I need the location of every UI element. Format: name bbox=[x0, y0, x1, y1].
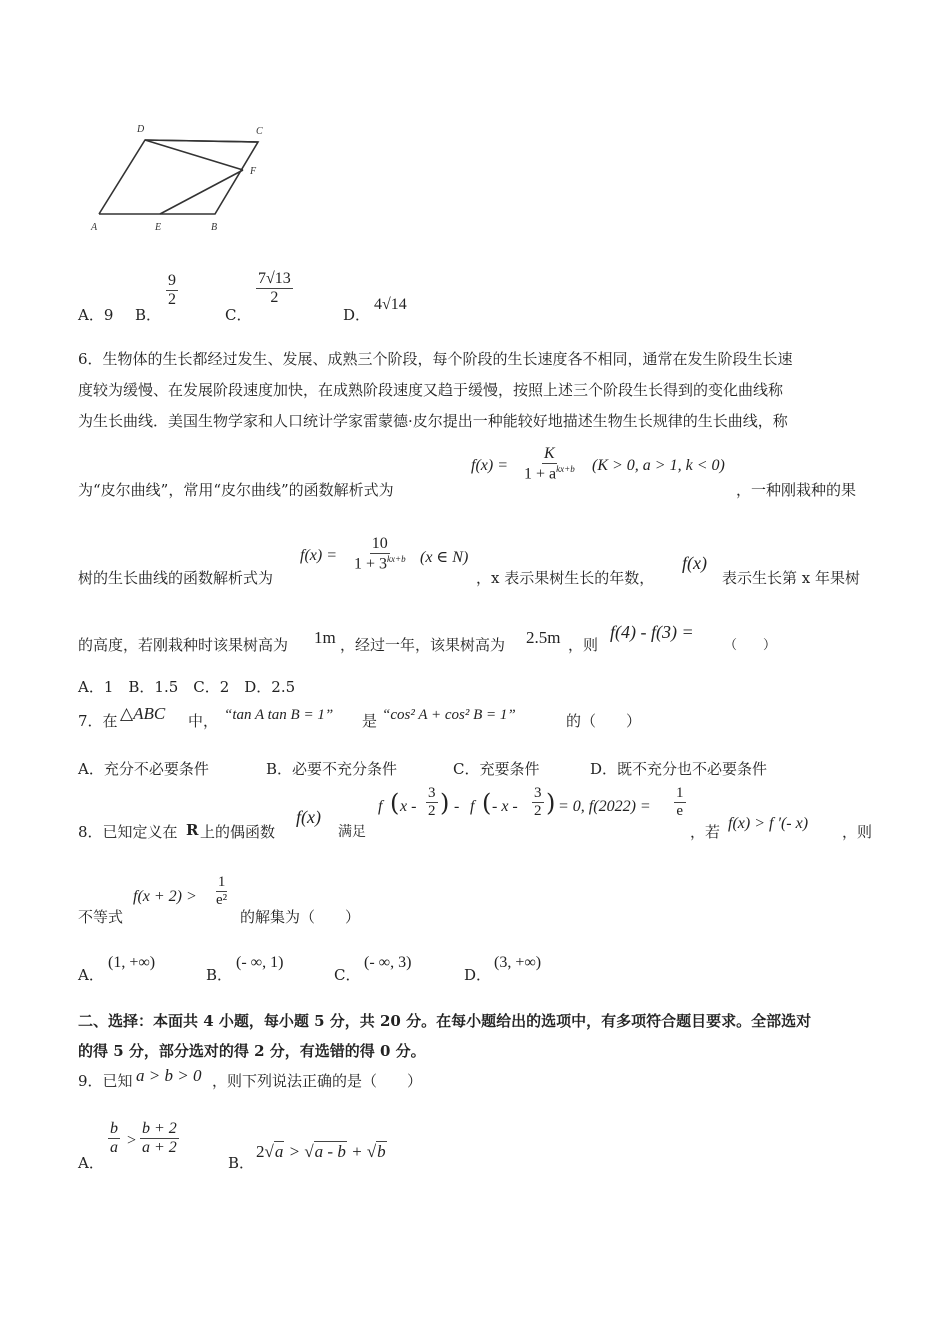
q9-option-a-frac2 bbox=[140, 1120, 179, 1158]
frac-den: e bbox=[676, 803, 684, 820]
frac-num: 9 bbox=[166, 272, 178, 291]
q8-option-b-label: B． bbox=[206, 966, 233, 984]
q6-line6-then: ，则 bbox=[568, 636, 599, 654]
q8-arg2: - x - bbox=[492, 798, 518, 815]
label-F: F bbox=[250, 166, 257, 177]
q6-line6 bbox=[78, 620, 878, 656]
q8-ineq2-lhs: f(x + 2) > bbox=[133, 888, 197, 905]
q8-line2-post: 的解集为（ ） bbox=[240, 908, 361, 926]
frac-num: b bbox=[108, 1120, 120, 1139]
q7-condition1: “tan A tan B = 1” bbox=[224, 707, 334, 723]
q7-option-b: B．必要不充分条件 bbox=[266, 760, 398, 778]
q8-paren-open-1: ( bbox=[390, 789, 400, 817]
q6-formula1-lhs: f(x) = bbox=[471, 457, 508, 474]
q5-option-a: A．9 bbox=[78, 306, 114, 324]
q7-option-d: D．既不充分也不必要条件 bbox=[590, 760, 768, 778]
label-A: A bbox=[91, 222, 98, 233]
q6-options: A．1 B．1.5 C．2 D．2.5 bbox=[78, 678, 296, 696]
q8-f-b: f bbox=[470, 798, 475, 815]
q8-option-a-label: A． bbox=[78, 966, 104, 984]
q8-stem-line2 bbox=[78, 872, 878, 924]
frac-num: 1 bbox=[674, 785, 686, 803]
q8-ze: ，则 bbox=[842, 823, 873, 841]
q5-option-c-label: C． bbox=[225, 306, 252, 324]
q6-formula1-fraction bbox=[522, 445, 577, 484]
q8-options bbox=[78, 950, 878, 986]
q7-pre: 7．在 bbox=[78, 712, 118, 730]
q8-fx: f(x) bbox=[296, 807, 321, 827]
frac-num: 1 bbox=[216, 874, 228, 892]
q6-formula1-condition: (K > 0, a > 1, k < 0) bbox=[592, 457, 725, 474]
q8-option-d-label: D． bbox=[464, 966, 492, 984]
q6-height2: 2.5m bbox=[526, 628, 561, 647]
frac-den: 2 bbox=[534, 803, 542, 820]
q9-pre: 9．已知 bbox=[78, 1072, 133, 1090]
q9-options bbox=[78, 1116, 678, 1172]
q5-parallelogram-figure bbox=[85, 118, 275, 243]
q6-line5-post: 表示生长第 x 年果树 bbox=[722, 569, 860, 587]
q8-ruo: ，若 bbox=[690, 823, 721, 841]
q8-paren-open-2: ( bbox=[482, 789, 492, 817]
q8-option-c-label: C． bbox=[334, 966, 361, 984]
q8-inequality: f(x) > f ′(- x) bbox=[728, 815, 809, 832]
frac-den: e² bbox=[216, 892, 228, 909]
q8-option-d: (3, +∞) bbox=[494, 954, 542, 971]
q9-condition: a > b > 0 bbox=[136, 1066, 202, 1085]
q9-option-b-expr: 2√a > √a - b + √b bbox=[256, 1142, 386, 1161]
q9-option-a-frac1 bbox=[108, 1120, 120, 1158]
q9-option-a-label: A． bbox=[78, 1154, 104, 1172]
q9-option-b-label: B． bbox=[228, 1154, 255, 1172]
q6-line5-fx: f(x) bbox=[682, 553, 707, 573]
q8-arg1: x - bbox=[400, 798, 417, 815]
q6-line4-pre: 为“皮尔曲线”，常用“皮尔曲线”的函数解析式为 bbox=[78, 481, 394, 499]
q6-line1: 6．生物体的生长都经过发生、发展、成熟三个阶段，每个阶段的生长速度各不相同，通常在发生阶段生长速 bbox=[78, 350, 793, 368]
q5-option-d-label: D． bbox=[343, 306, 371, 324]
section2-line2: 的得 5 分，部分选对的得 2 分，有选错的得 0 分。 bbox=[78, 1042, 426, 1060]
frac-num: 3 bbox=[426, 785, 438, 803]
q5-option-c-fraction bbox=[256, 270, 293, 308]
frac-num: b + 2 bbox=[140, 1120, 179, 1139]
q6-formula2-lhs: f(x) = bbox=[300, 547, 337, 564]
q6-line5 bbox=[78, 535, 878, 591]
q7-option-c: C．充要条件 bbox=[453, 760, 540, 778]
q9-option-a-gt: > bbox=[126, 1132, 137, 1149]
q6-formula2-condition: (x ∈ N) bbox=[420, 549, 469, 566]
q8-option-a: (1, +∞) bbox=[108, 954, 156, 971]
frac-den: a bbox=[110, 1139, 118, 1157]
q6-blank: （ ） bbox=[724, 638, 777, 653]
q8-eq0: = 0, f(2022) = bbox=[558, 798, 651, 815]
frac-den: $1 + a^{kx+b}$ bbox=[524, 464, 575, 483]
q8-stem-line1 bbox=[78, 785, 878, 841]
q8-ineq2-fraction bbox=[214, 874, 229, 910]
label-B: B bbox=[211, 222, 218, 233]
q7-option-a: A．充分不必要条件 bbox=[78, 760, 209, 778]
frac-num: 3 bbox=[532, 785, 544, 803]
q6-line6-mid: ，经过一年，该果树高为 bbox=[340, 636, 506, 654]
q9-post: ，则下列说法正确的是（ ） bbox=[212, 1072, 423, 1090]
q7-is: 是 bbox=[362, 712, 378, 730]
label-C: C bbox=[256, 126, 263, 137]
q5-option-b-label: B． bbox=[135, 306, 162, 324]
frac-num: 10 bbox=[370, 535, 390, 554]
q8-frac-e bbox=[674, 785, 686, 821]
q8-mid: 上的偶函数 bbox=[200, 823, 276, 841]
frac-den: 2 bbox=[270, 289, 279, 307]
q8-frac2 bbox=[532, 785, 544, 821]
q6-line4-post: ，一种刚栽种的果 bbox=[736, 481, 857, 499]
label-E: E bbox=[155, 222, 162, 233]
q7-post: 的（ ） bbox=[566, 712, 642, 730]
q6-line6-pre: 的高度，若刚栽种时该果树高为 bbox=[78, 636, 289, 654]
q7-mid: 中， bbox=[188, 712, 219, 730]
q5-option-d-value: 4√14 bbox=[374, 296, 407, 313]
label-D: D bbox=[137, 124, 145, 135]
frac-den: 2 bbox=[428, 803, 436, 820]
q8-frac1 bbox=[426, 785, 438, 821]
q7-triangle: △ABC bbox=[120, 704, 166, 723]
q7-condition2: “cos² A + cos² B = 1” bbox=[382, 707, 516, 723]
frac-den: a + 2 bbox=[142, 1139, 177, 1157]
q6-line2: 度较为缓慢、在发展阶段速度加快，在成熟阶段速度又趋于缓慢，按照上述三个阶段生长得到的变化曲线称 bbox=[78, 381, 784, 399]
q6-expression: f(4) - f(3) = bbox=[610, 622, 694, 642]
q9-stem bbox=[78, 1064, 678, 1092]
q8-line2-pre: 不等式 bbox=[78, 908, 124, 926]
frac-den: 2 bbox=[168, 291, 176, 309]
q6-line5-mid: ，x 表示果树生长的年数， bbox=[476, 569, 655, 587]
q6-line4 bbox=[78, 445, 878, 501]
q7-stem bbox=[78, 704, 878, 734]
q8-option-b: (- ∞, 1) bbox=[236, 954, 284, 971]
q8-option-c: (- ∞, 3) bbox=[364, 954, 412, 971]
frac-num: K bbox=[542, 445, 557, 464]
q8-minus: - bbox=[454, 798, 460, 815]
section2-line1: 二、选择：本面共 4 小题，每小题 5 分，共 20 分。在每小题给出的选项中，有多项符合题目要求。全部选对 bbox=[78, 1012, 812, 1030]
frac-den: $1 + 3^{kx+b}$ bbox=[354, 554, 406, 573]
q8-pre: 8．已知定义在 bbox=[78, 823, 178, 841]
q8-paren-close-1: ) bbox=[440, 789, 450, 817]
q8-R: R bbox=[186, 821, 199, 839]
q6-line3: 为生长曲线．美国生物学家和人口统计学家雷蒙德·皮尔提出一种能较好地描述生物生长规律的生长曲线，称 bbox=[78, 412, 788, 430]
q8-f-a: f bbox=[378, 798, 383, 815]
frac-num: 7√13 bbox=[256, 270, 293, 289]
q6-formula2-fraction bbox=[352, 535, 408, 574]
q6-line5-pre: 树的生长曲线的函数解析式为 bbox=[78, 569, 274, 587]
q8-paren-close-2: ) bbox=[546, 789, 556, 817]
q5-option-b-fraction bbox=[166, 272, 178, 310]
q6-height1: 1m bbox=[314, 628, 336, 647]
q8-satisfy: 满足 bbox=[338, 824, 366, 840]
